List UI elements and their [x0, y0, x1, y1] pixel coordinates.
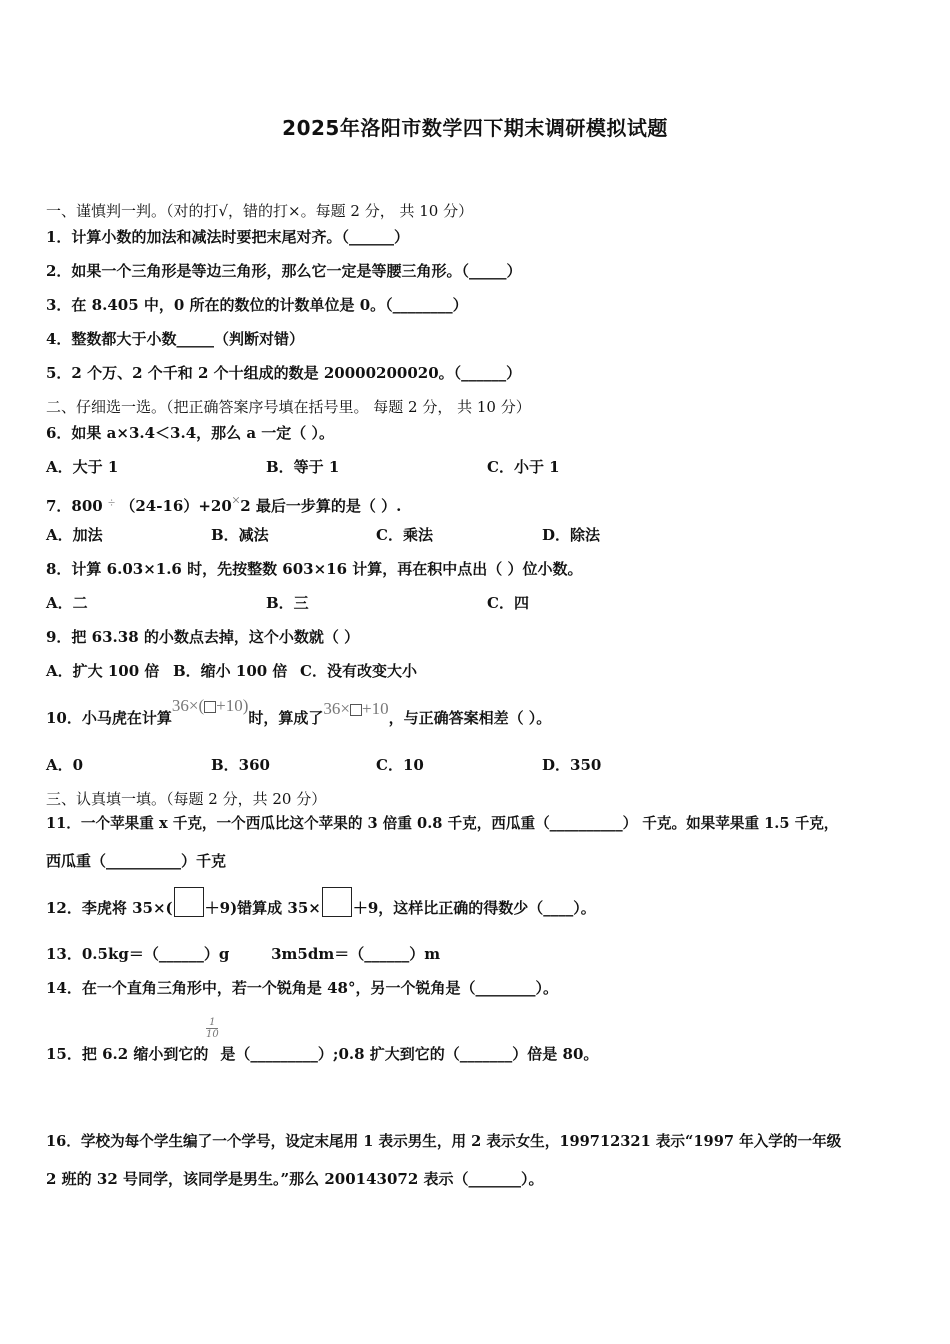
q10-expr1-prefix: 36×(: [171, 696, 205, 715]
section-2-heading: 二、仔细选一选。（把正确答案序号填在括号里。 每题 2 分， 共 10 分）: [46, 398, 531, 416]
q8-option-b: B．三: [266, 594, 309, 612]
q6-option-c: C．小于 1: [487, 458, 560, 476]
fraction-denominator: 10: [206, 1029, 219, 1040]
q7-part1: 7．800: [46, 497, 103, 515]
q9-option-a: A．扩大 100 倍: [46, 662, 160, 680]
fraction-numerator: 1: [209, 1017, 216, 1028]
section-3-heading: 三、认真填一填。（每题 2 分，共 20 分）: [46, 790, 327, 808]
q10-option-b: B．360: [211, 756, 270, 774]
question-13: 13．0.5kg＝（______）g 3m5dm＝（______）m: [46, 945, 441, 963]
question-5: 5．2 个万、2 个千和 2 个十组成的数是 20000200020。（______）: [46, 364, 522, 382]
q7-part3: 2 最后一步算的是（ ）.: [240, 497, 402, 515]
q10-expr2-prefix: 36×: [323, 699, 350, 718]
q15-part1: 15．把 6.2 缩小到它的: [46, 1045, 209, 1063]
page-title: 2025年洛阳市数学四下期末调研模拟试题: [282, 116, 668, 140]
q8-option-c: C．四: [487, 594, 529, 612]
q12-blank-box-1: [174, 887, 204, 917]
q7-option-c: C．乘法: [376, 526, 433, 544]
question-14: 14．在一个直角三角形中，若一个锐角是 48°，另一个锐角是（________）。: [46, 979, 558, 997]
q12-part3: ＋9，这样比正确的得数少（____）。: [352, 899, 596, 917]
question-8: 8．计算 6.03×1.6 时，先按整数 603×16 计算，再在积中点出（ ）位小数。: [46, 560, 583, 578]
q15-part2: 是（_________）;0.8 扩大到它的（_______）倍是 80。: [220, 1045, 599, 1063]
question-6: 6．如果 a×3.4＜3.4，那么 a 一定（ ）。: [46, 424, 335, 442]
question-1: 1．计算小数的加法和减法时要把末尾对齐。（______）: [46, 228, 409, 246]
fraction-one-tenth: [206, 1017, 219, 1040]
section-1-heading: 一、谨慎判一判。（对的打√，错的打×。每题 2 分， 共 10 分）: [46, 202, 474, 220]
question-15: [46, 1044, 598, 1064]
q10-expression-2: [323, 699, 388, 718]
question-4: 4．整数都大于小数_____（判断对错）: [46, 330, 304, 348]
q7-part2: （24-16）+20: [120, 497, 232, 515]
q8-option-a: A．二: [46, 594, 88, 612]
q9-option-b: B．缩小 100 倍: [173, 662, 288, 680]
q7-option-d: D．除法: [542, 526, 601, 544]
q7-option-b: B．减法: [211, 526, 269, 544]
q10-part2: 时，算成了: [248, 709, 324, 727]
times-sign: ×: [231, 493, 241, 509]
q12-part2: ＋9)错算成 35×: [204, 899, 321, 917]
question-3: 3．在 8.405 中，0 所在的数位的计数单位是 0。（________）: [46, 296, 468, 314]
q10-option-a: A．0: [46, 756, 84, 774]
q6-option-b: B．等于 1: [266, 458, 340, 476]
divide-sign: ÷: [107, 495, 116, 510]
q10-option-d: D．350: [542, 756, 602, 774]
question-11-line-1: 11．一个苹果重 x 千克，一个西瓜比这个苹果的 3 倍重 0.8 千克，西瓜重（__________） 千克。如果苹果重 1.5 千克，: [46, 815, 839, 832]
q10-option-c: C．10: [376, 756, 424, 774]
q12-part1: 12．李虎将 35×(: [46, 899, 173, 917]
question-10: [46, 696, 552, 728]
question-12: [46, 898, 596, 918]
question-11-line-2: 西瓜重（__________）千克: [46, 852, 227, 870]
question-16-line-2: 2 班的 32 号同学，该同学是男生。”那么 200143072 表示（_______）。: [46, 1170, 544, 1188]
q10-part3: ，与正确答案相差（ ）。: [388, 709, 552, 727]
question-7: [46, 491, 401, 516]
q7-option-a: A．加法: [46, 526, 103, 544]
q9-option-c: C．没有改变大小: [300, 662, 417, 680]
question-16-line-1: 16．学校为每个学生编了一个学号，设定末尾用 1 表示男生，用 2 表示女生，199712321 表示“1997 年入学的一年级: [46, 1133, 842, 1150]
q12-blank-box-2: [322, 887, 352, 917]
question-9: 9．把 63.38 的小数点去掉，这个小数就（ ）: [46, 628, 360, 646]
q10-blank-box-1: [204, 701, 216, 713]
q10-expr1-suffix: +10): [216, 696, 249, 715]
q10-expr2-suffix: +10: [361, 699, 389, 718]
q6-option-a: A．大于 1: [46, 458, 119, 476]
q10-blank-box-2: [350, 704, 362, 716]
q10-part1: 10．小马虎在计算: [46, 709, 172, 727]
q10-expression-1: [172, 696, 249, 715]
question-2: 2．如果一个三角形是等边三角形，那么它一定是等腰三角形。（_____）: [46, 262, 522, 280]
